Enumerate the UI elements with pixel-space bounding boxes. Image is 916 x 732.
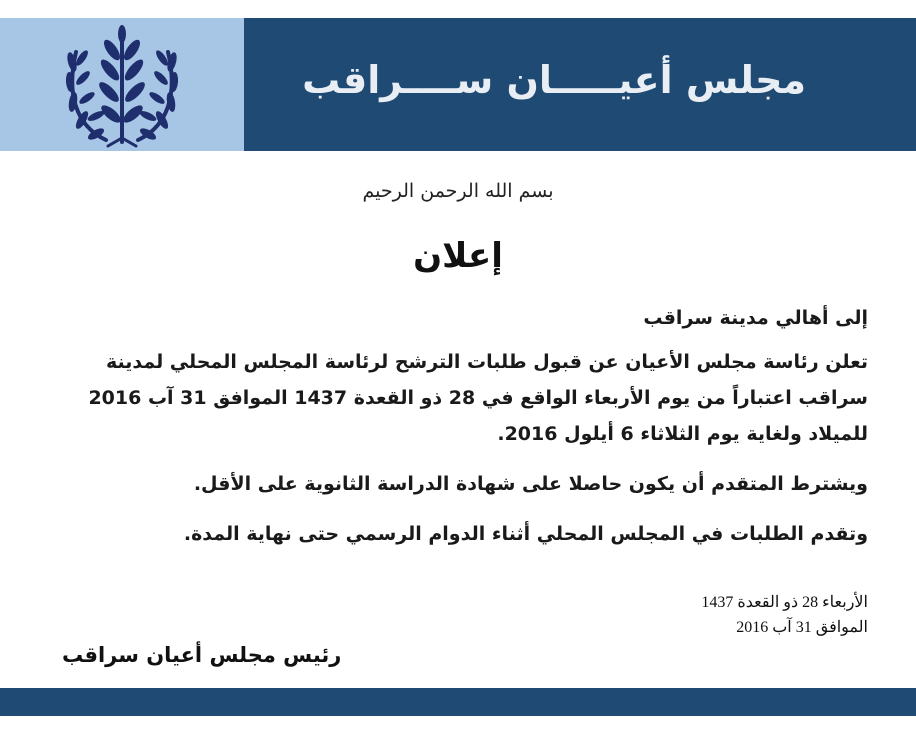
announcement-body	[30, 300, 868, 566]
basmala: بسم الله الرحمن الرحيم	[362, 180, 554, 202]
footer-bar	[0, 688, 916, 716]
greeting-line: إلى أهالي مدينة سراقب	[643, 307, 868, 329]
logo-panel	[0, 18, 244, 151]
signature-line: رئيس مجلس أعيان سراقب	[62, 643, 342, 667]
laurel-emblem-icon	[58, 22, 186, 150]
announcement-paragraph: تعلن رئاسة مجلس الأعيان عن قبول طلبات الترشح لرئاسة المجلس المحلي لمدينة سراقب اعتباراً من يوم الأربعاء الواقع في 28 ذو القعدة 1437 الموافق 31 آب 2016 للميلاد ولغاية يوم الثلاثاء 6 أيلول 2016.	[88, 351, 868, 445]
date-hijri: الأربعاء 28 ذو القعدة 1437	[701, 594, 868, 611]
date-gregorian: الموافق 31 آب 2016	[736, 619, 868, 636]
submission-paragraph: وتقدم الطلبات في المجلس المحلي أثناء الدوام الرسمي حتى نهاية المدة.	[183, 523, 868, 545]
date-block	[701, 590, 868, 640]
requirement-paragraph: ويشترط المتقدم أن يكون حاصلا على شهادة الدراسة الثانوية على الأقل.	[193, 473, 868, 495]
council-title: مجلس أعيـــــان ســــراقب	[302, 58, 806, 102]
announcement-heading: إعلان	[413, 236, 503, 276]
header-banner	[0, 18, 916, 151]
